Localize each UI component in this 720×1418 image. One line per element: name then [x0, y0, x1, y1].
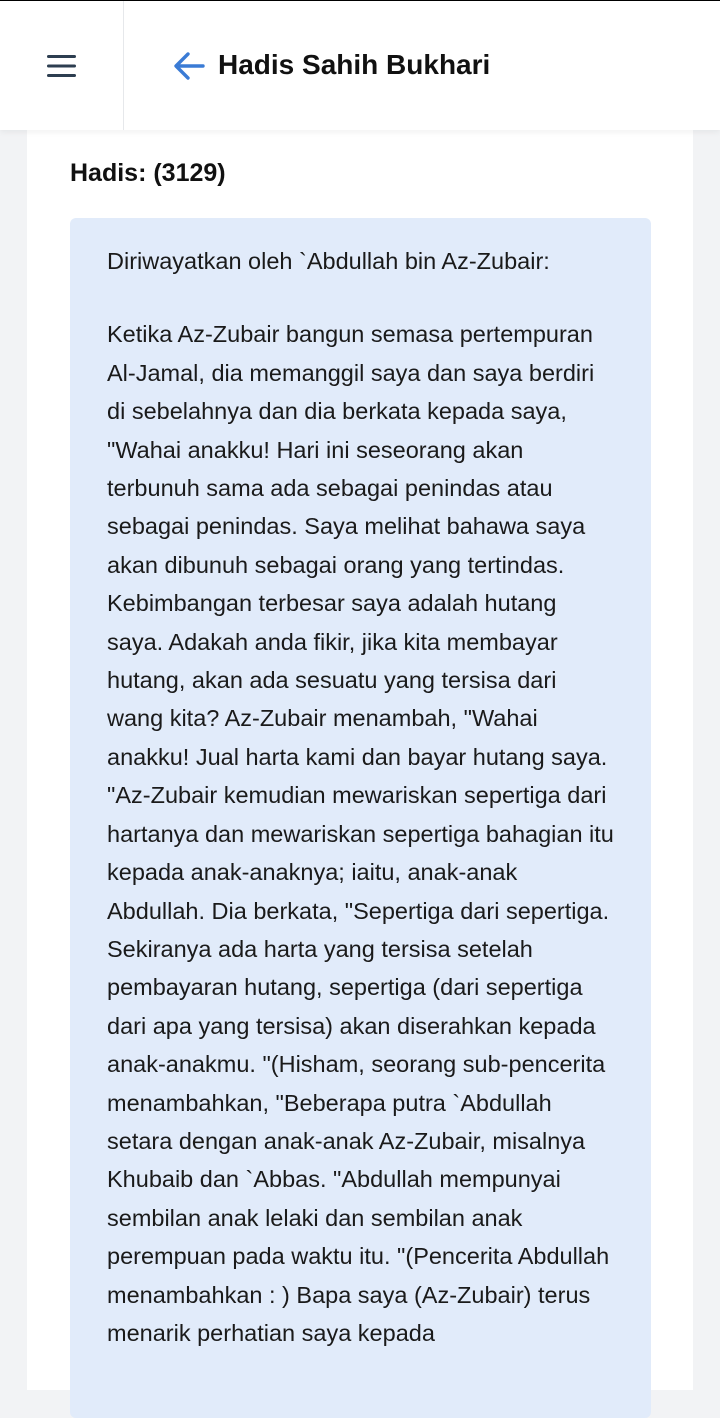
paragraph-spacer [107, 280, 614, 315]
back-button[interactable] [168, 45, 210, 87]
hadis-narrator: Diriwayatkan oleh `Abdullah bin Az-Zubair: [107, 248, 550, 274]
hamburger-menu-icon [47, 54, 77, 78]
arrow-left-icon [172, 51, 206, 81]
menu-button[interactable] [32, 36, 92, 96]
menu-area [0, 1, 124, 130]
hadis-text: Ketika Az-Zubair bangun semasa pertempuran Al-Jamal, dia memanggil saya dan saya berdiri di sebelahnya dan dia berkata kepada saya, "Wahai anakku! Hari ini seseorang akan terbunuh sama ada sebagai penindas atau sebagai penindas. Saya melihat bahawa saya akan dibunuh sebagai orang yang tertindas. Kebimbangan terbesar saya adalah hutang saya. Adakah anda fikir, jika kita membayar hutang, akan ada sesuatu yang tersisa dari wang kita? Az-Zubair menambah, "Wahai anakku! Jual harta kami dan bayar hutang saya. "Az-Zubair kemudian mewariskan sepertiga dari hartanya dan mewariskan sepertiga bahagian itu kepada anak-anaknya; iaitu, anak-anak Abdullah. Dia berkata, "Sepertiga dari sepertiga. Sekiranya ada harta yang tersisa setelah pembayaran hutang, sepertiga (dari sepertiga dari apa yang tersisa) akan diserahkan kepada anak-anakmu. "(Hisham, seorang sub-pencerita menambahkan, "Beberapa putra `Abdullah setara dengan anak-anak Az-Zubair, misalnya Khubaib dan `Abbas. "Abdullah mempunyai sembilan anak lelaki dan sembilan anak perempuan pada waktu itu. "(Pencerita Abdullah menambahkan : ) Bapa saya (Az-Zubair) terus menarik perhatian saya kepada [107, 321, 614, 1346]
app-header [0, 0, 720, 130]
hadis-card [27, 130, 693, 1390]
page-title: Hadis Sahih Bukhari [218, 49, 491, 80]
hadis-text-box [70, 218, 651, 1418]
hadis-number: Hadis: (3129) [70, 159, 226, 187]
